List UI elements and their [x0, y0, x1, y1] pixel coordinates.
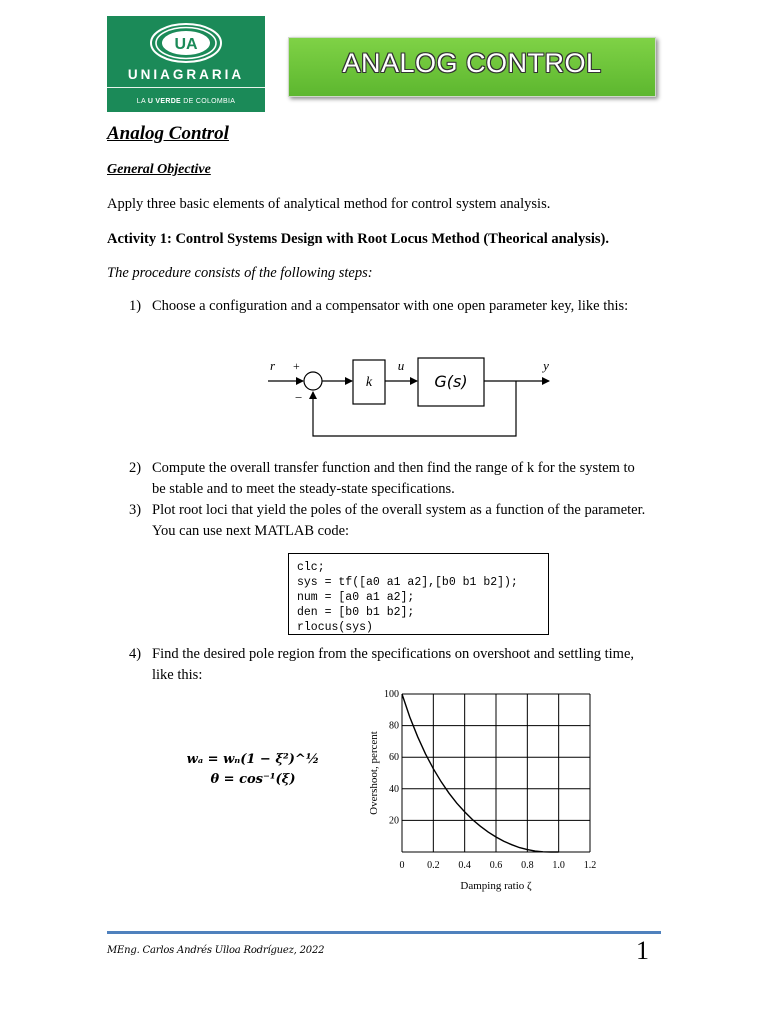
feedback-path: [313, 381, 516, 436]
course-banner: [288, 37, 656, 97]
logo-emblem-icon: [149, 22, 223, 64]
step-4-line-2: like this:: [152, 667, 203, 683]
angle-formula: θ = cos⁻¹(ξ): [210, 772, 296, 787]
chart-tick-labels: [384, 689, 596, 871]
step-2-line-2: be stable and to meet the steady-state specifications.: [152, 481, 455, 497]
activity-title: Activity 1: Control Systems Design with Root Locus Method (Theorical analysis).: [107, 231, 609, 247]
overshoot-chart: [362, 684, 612, 896]
code-line: den = [b0 b1 b2];: [297, 606, 415, 619]
y-tick-label: 60: [389, 752, 399, 764]
step-3-line-2: You can use next MATLAB code:: [152, 523, 350, 539]
step-2-line-1: Compute the overall transfer function and then find the range of k for the system to: [152, 460, 635, 476]
x-tick-label: 1.0: [552, 860, 565, 871]
step-number: 2): [129, 460, 142, 476]
step-number: 4): [129, 646, 142, 662]
step-1-text: Choose a configuration and a compensator with one open parameter key, like this:: [152, 298, 629, 314]
uniagraria-logo: [107, 16, 265, 112]
x-tick-label: 0.4: [458, 860, 471, 871]
overshoot-curve: [402, 694, 559, 852]
step-number: 3): [129, 502, 142, 518]
minus-sign: −: [295, 390, 303, 405]
code-line: rlocus(sys): [297, 621, 373, 634]
step-3-line-1: Plot root loci that yield the poles of the overall system as a function of the parameter.: [152, 502, 646, 518]
y-tick-label: 20: [389, 815, 399, 827]
y-axis-label: Overshoot, percent: [368, 731, 380, 815]
footer-author: MEng. Carlos Andrés Ulloa Rodríguez, 2022: [107, 945, 325, 956]
chart-grid: [402, 694, 590, 852]
logo-initials: UA: [174, 36, 198, 53]
page-title: Analog Control: [107, 123, 229, 144]
plus-sign: +: [293, 359, 300, 373]
code-line: clc;: [297, 561, 325, 574]
matlab-code-box: [288, 553, 549, 635]
procedure-intro: The procedure consists of the following steps:: [107, 265, 373, 281]
step-4-line-1: Find the desired pole region from the specifications on overshoot and settling time,: [152, 646, 635, 662]
x-tick-label: 0.2: [427, 860, 440, 871]
logo-divider: [107, 87, 265, 88]
y-tick-label: 40: [389, 783, 399, 795]
block-diagram: [260, 355, 560, 445]
page-number: 1: [636, 936, 649, 965]
formula-block: [178, 750, 328, 790]
footer-rule: [107, 931, 661, 934]
logo-tagline: LA U VERDE DE COLOMBIA: [136, 98, 236, 105]
damped-frequency-formula: wₐ = wₙ(1 − ξ²)^½: [186, 752, 320, 767]
x-axis-label: Damping ratio ζ: [460, 880, 532, 892]
gain-label: k: [365, 375, 373, 390]
x-tick-label: 1.2: [583, 860, 597, 871]
summing-junction: [304, 372, 322, 390]
plant-label: G(s): [434, 372, 468, 391]
objective-heading: General Objective: [107, 162, 211, 177]
y-tick-label: 100: [384, 689, 399, 700]
input-label: r: [270, 358, 276, 373]
signal-label: u: [397, 358, 405, 373]
banner-title: ANALOG CONTROL: [342, 48, 602, 78]
step-number: 1): [129, 298, 142, 314]
y-tick-label: 80: [389, 720, 399, 732]
x-tick-label: 0.8: [521, 860, 534, 871]
objective-text: Apply three basic elements of analytical method for control system analysis.: [107, 196, 551, 212]
code-line: num = [a0 a1 a2];: [297, 591, 415, 604]
code-line: sys = tf([a0 a1 a2],[b0 b1 b2]);: [297, 576, 518, 589]
x-tick-label: 0.6: [489, 860, 503, 871]
x-tick-label: 0: [399, 860, 405, 871]
output-label: y: [543, 358, 549, 373]
logo-name: UNIAGRARIA: [127, 67, 245, 82]
